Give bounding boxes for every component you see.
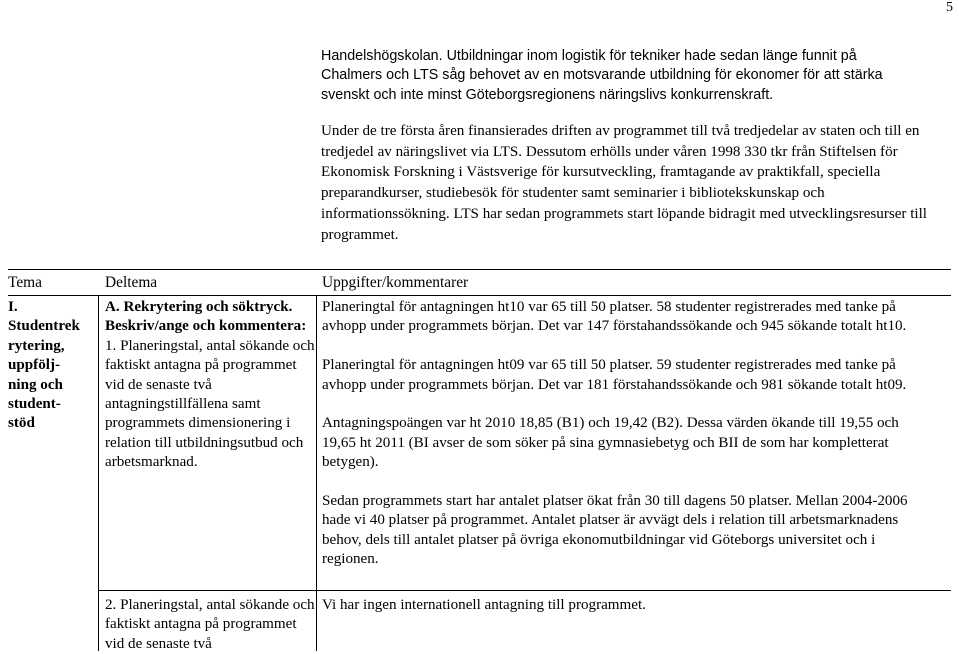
deltema-question-1: 1. Planeringstal, antal sökande och faktiskt antagna på programmet vid de senaste två antagningstillfällena samt programmets dimensionering i relation till utbildningsutbud och arbetsmarknad.	[105, 337, 315, 471]
comment-paragraph: Planeringtal för antagningen ht10 var 65 till 50 platser. 58 studenter registrerades med tanke på avhopp under programmets början. Det var 147 förstahandssökande och 945 sökande totalt ht10.	[322, 299, 907, 335]
tema-line: Studentrek	[8, 318, 80, 335]
page-number: 5	[946, 0, 953, 15]
row-divider	[98, 590, 951, 591]
deltema-cell-1	[105, 298, 317, 473]
comment-international: Vi har ingen internationell antagning till programmet.	[322, 597, 646, 613]
header-deltema: Deltema	[105, 274, 158, 291]
comment-paragraph: Sedan programmets start har antalet platser ökat från 30 till dagens 50 platser. Mellan 2004-2006 hade vi 40 platser på programmet. Antalet platser är avvägt dels i relation till arbetsmarknadens behov, dels till antalet platser på övriga ekonomutbildningar vid Göteborgs universitet och i regionen.	[322, 493, 908, 568]
comment-paragraph: Antagningspoängen var ht 2010 18,85 (B1) och 19,42 (B2). Dessa värden ökande till 19,55 och 19,65 ht 2011 (BI avser de som söker på sina gymnasiebetyg och BII de som har kompletterat betygen).	[322, 415, 899, 471]
tema-cell	[8, 298, 93, 434]
tema-line: ning och	[8, 376, 63, 393]
deltema-heading: A. Rekrytering och söktryck.	[105, 299, 293, 315]
tema-line: student-	[8, 396, 61, 413]
header-divider	[8, 295, 951, 296]
tema-line: uppfölj-	[8, 357, 61, 374]
intro-paragraph-2: Under de tre första åren finansierades driften av programmet till två tredjedelar av staten och till en tredjedel av näringslivet via LTS. Dessutom erhölls under våren 1998 330 tkr från Stiftelsen för Ekonomisk Forskning i Västsverige för kursutveckling, framtagande av praktikfall, speciella preparandkurser, studiebesök för studenter samt seminarier i bibliotekskunskap och informationssökning. LTS har sedan programmets start löpande bidragit med utvecklingsresurser till programmet.	[321, 123, 928, 243]
intro-paragraph-1: Handelshögskolan. Utbildningar inom logistik för tekniker hade sedan länge funnit på Chalmers och LTS såg behovet av en motsvarande utbildning för ekonomer för att stärka svenskt och inte minst Göteborgsregionens näringslivs konkurrenskraft.	[321, 48, 883, 103]
tema-line: stöd	[8, 415, 35, 432]
header-uppgifter: Uppgifter/kommentarer	[322, 274, 469, 291]
tema-line: I.	[8, 299, 18, 315]
deltema-question-2: 2. Planeringstal, antal sökande och faktiskt antagna på programmet vid de senaste två	[105, 597, 315, 652]
tema-line: rytering,	[8, 337, 65, 354]
comment-paragraph: Planeringtal för antagningen ht09 var 65 till 50 platser. 59 studenter registrerades med tanke på avhopp under programmets början. Det var 181 förstahandssökande och 981 sökande totalt ht09.	[322, 357, 907, 393]
column-divider-1	[98, 295, 99, 651]
deltema-instruction: Beskriv/ange och kommentera:	[105, 318, 307, 335]
uppgifter-cell-1	[322, 298, 922, 589]
header-tema: Tema	[8, 274, 42, 291]
evaluation-table	[8, 269, 951, 651]
